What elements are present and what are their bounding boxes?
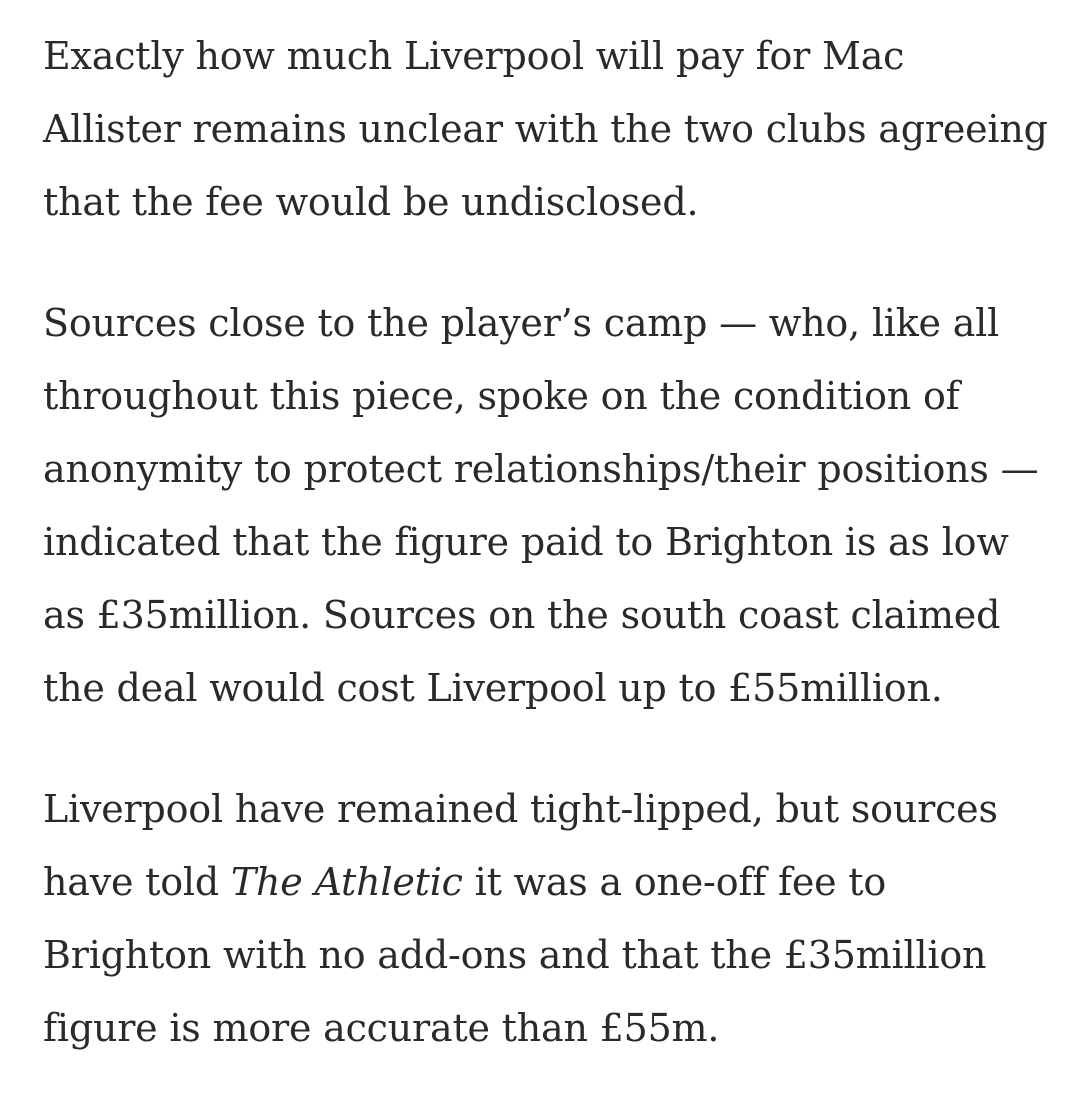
publication-name: The Athletic [230, 860, 463, 904]
text-line: indicated that the figure paid to Brighton is as low [43, 520, 1009, 564]
text-line: throughout this piece, spoke on the condition of [43, 374, 960, 418]
text-line: Sources close to the player’s camp — who, like all [43, 301, 1000, 345]
text-line: Exactly how much Liverpool will pay for Mac [43, 34, 905, 78]
paragraph-sources [43, 287, 1053, 725]
text-line: Brighton with no add-ons and that the £35million [43, 933, 987, 977]
text-line: Liverpool have remained tight-lipped, but sources [43, 787, 998, 831]
text-line [43, 846, 1053, 919]
text-line: figure is more accurate than £55m. [43, 1006, 720, 1050]
text-line: the deal would cost Liverpool up to £55million. [43, 666, 943, 710]
text-segment: it was a one-off fee to [462, 860, 887, 904]
text-segment: have told [43, 860, 231, 904]
article-body [43, 20, 1053, 1113]
paragraph-fee-unclear [43, 20, 1053, 239]
text-line: anonymity to protect relationships/their positions — [43, 447, 1039, 491]
text-line: Allister remains unclear with the two clubs agreeing [43, 107, 1048, 151]
text-line: that the fee would be undisclosed. [43, 180, 699, 224]
text-line: as £35million. Sources on the south coast claimed [43, 593, 1001, 637]
paragraph-liverpool-response [43, 773, 1053, 1065]
